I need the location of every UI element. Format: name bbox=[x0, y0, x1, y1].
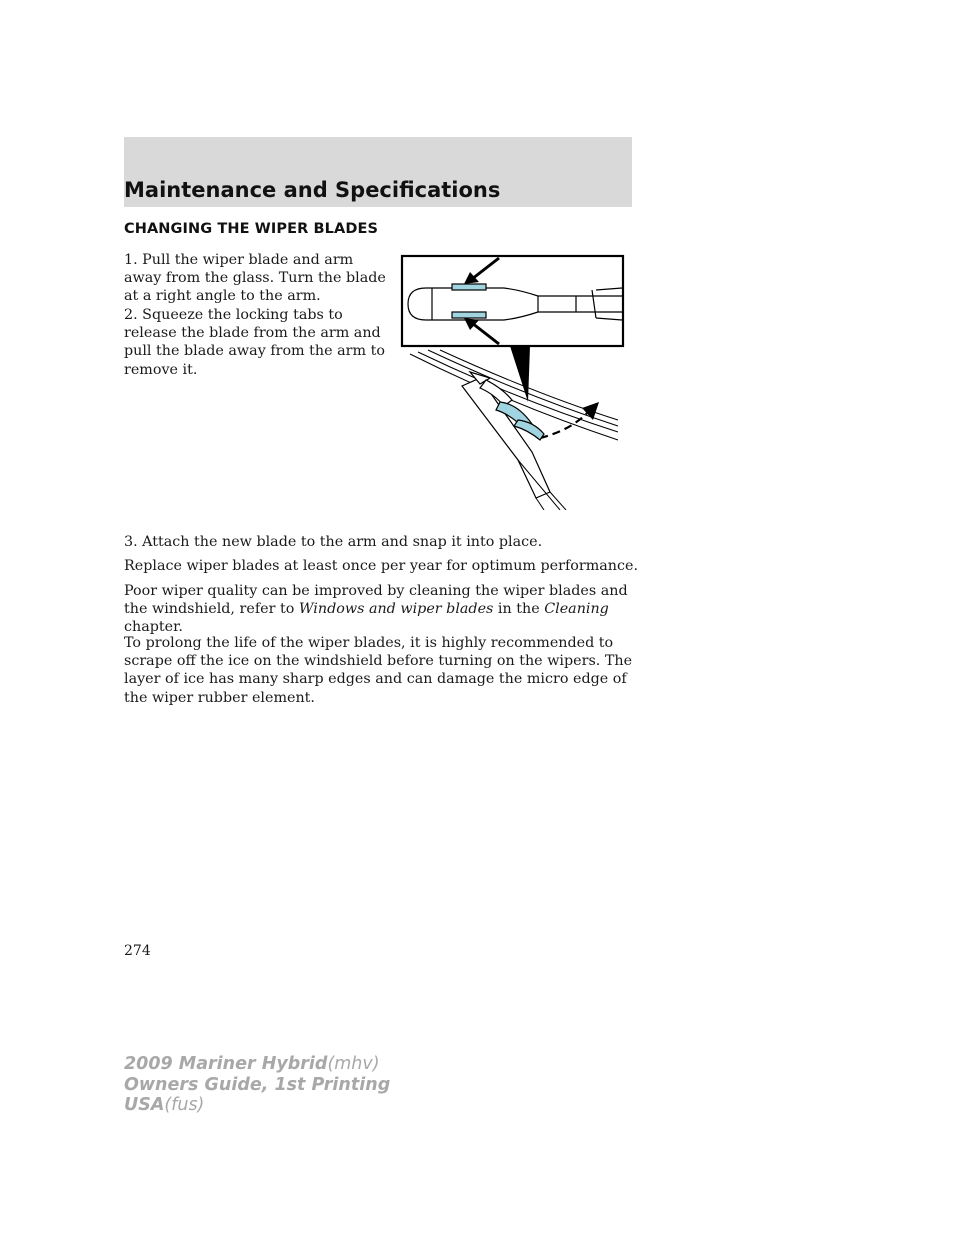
locking-tab-top bbox=[452, 284, 486, 290]
page-number: 274 bbox=[124, 943, 151, 959]
document-footer bbox=[124, 1054, 390, 1116]
step-1-text: 1. Pull the wiper blade and arm away from the glass. Turn the blade at a right angle to the arm. bbox=[124, 252, 386, 305]
section-heading: CHANGING THE WIPER BLADES bbox=[124, 221, 379, 237]
prolong-life-text: To prolong the life of the wiper blades, it is highly recommended to scrape off the ice on the windshield before turning on the wipers. The layer of ice has many sharp edges and can damage the micro edge of the wiper rubber element. bbox=[124, 635, 633, 706]
cross-reference-windows: Windows and wiper blades bbox=[298, 601, 494, 618]
step-3-text: 3. Attach the new blade to the arm and snap it into place. bbox=[124, 534, 543, 550]
poor-quality-text-a: Poor wiper quality can be improved by cleaning the wiper blades and the windshield, refer to bbox=[124, 583, 628, 618]
removal-arrow-icon bbox=[582, 402, 599, 420]
step-2-text: 2. Squeeze the locking tabs to release the blade from the arm and pull the blade away from the arm to remove it. bbox=[124, 307, 385, 378]
footer-market-code: (fus) bbox=[164, 1095, 205, 1115]
page-header-title: Maintenance and Specifications bbox=[124, 178, 501, 202]
footer-model: 2009 Mariner Hybrid bbox=[124, 1054, 328, 1074]
poor-quality-text-c: chapter. bbox=[124, 619, 183, 636]
wiper-blade-illustration bbox=[400, 254, 625, 510]
footer-guide: Owners Guide, 1st Printing bbox=[124, 1074, 391, 1095]
detail-box bbox=[402, 256, 623, 346]
locking-tab-bottom bbox=[452, 312, 486, 318]
poor-quality-text bbox=[124, 582, 644, 637]
arrow-icon bbox=[464, 258, 499, 344]
cross-reference-cleaning: Cleaning bbox=[544, 601, 609, 618]
replace-frequency-text: Replace wiper blades at least once per year for optimum performance. bbox=[124, 558, 638, 574]
footer-market: USA bbox=[124, 1095, 165, 1115]
footer-model-code: (mhv) bbox=[327, 1054, 380, 1074]
poor-quality-text-b: in the bbox=[493, 601, 545, 618]
